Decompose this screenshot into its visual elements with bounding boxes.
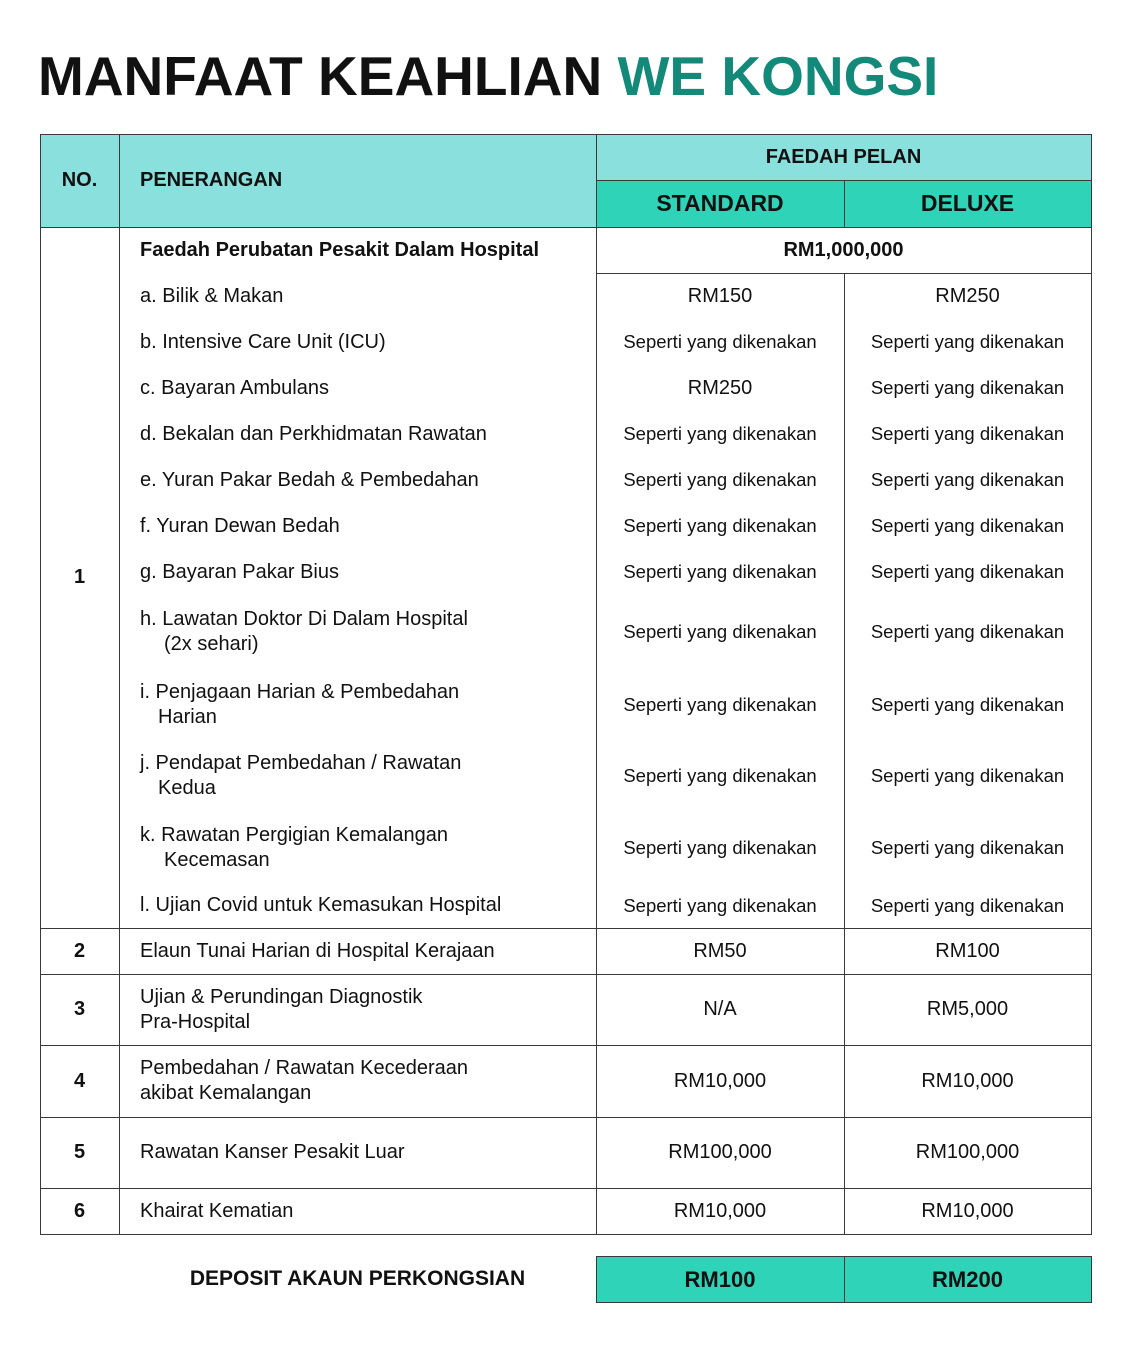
border-row xyxy=(40,974,1092,975)
item-description xyxy=(119,411,596,457)
item-deluxe-value: RM250 xyxy=(935,284,1000,307)
item-line1: j. Pendapat Pembedahan / Rawatan xyxy=(140,752,462,774)
item-standard-value: Seperti yang dikenakan xyxy=(623,423,817,444)
row-number: 1 xyxy=(73,566,86,588)
item-deluxe-value: Seperti yang dikenakan xyxy=(870,894,1065,916)
item-line1: h. Lawatan Doktor Di Dalam Hospital xyxy=(140,608,468,630)
item-deluxe-value: Seperti yang dikenakan xyxy=(870,693,1065,715)
item-standard-value: Seperti yang dikenakan xyxy=(623,894,817,916)
border-header-bottom xyxy=(40,227,1092,228)
item-standard-value: Seperti yang dikenakan xyxy=(623,693,817,715)
row-deluxe-value: RM5,000 xyxy=(926,998,1009,1020)
row-description xyxy=(119,974,596,1045)
row-description xyxy=(119,928,596,974)
row-standard-value: RM50 xyxy=(693,939,747,962)
item-deluxe-value: Seperti yang dikenakan xyxy=(870,423,1065,444)
item-line1: b. Intensive Care Unit (ICU) xyxy=(140,330,386,353)
item-deluxe-value: Seperti yang dikenakan xyxy=(870,377,1065,398)
item-standard-value: RM150 xyxy=(687,284,753,307)
item-line2: Kecemasan xyxy=(164,848,270,871)
item-standard-value: Seperti yang dikenakan xyxy=(623,621,817,642)
border-col-desc xyxy=(596,134,597,1235)
row-number: 5 xyxy=(73,1141,86,1163)
row-deluxe-value: RM100,000 xyxy=(915,1141,1020,1163)
row-line2: Pra-Hospital xyxy=(140,1010,251,1033)
border-col-std xyxy=(844,273,845,1235)
item-standard-value: Seperti yang dikenakan xyxy=(623,765,817,786)
border-row xyxy=(40,928,1092,929)
item-standard-value: Seperti yang dikenakan xyxy=(623,561,817,582)
title-main: MANFAAT KEAHLIAN xyxy=(38,45,603,107)
row-line1: Khairat Kematian xyxy=(140,1199,294,1222)
header-plan-deluxe: DELUXE xyxy=(920,190,1015,216)
page-title xyxy=(38,44,938,108)
border-row xyxy=(40,1188,1092,1189)
row-line1: Rawatan Kanser Pesakit Luar xyxy=(140,1141,405,1163)
item-deluxe-value: Seperti yang dikenakan xyxy=(870,469,1065,490)
item-description xyxy=(119,319,596,365)
item-line2: Harian xyxy=(158,705,217,728)
item-description xyxy=(119,595,596,669)
item-line2: (2x sehari) xyxy=(164,633,259,655)
row-description xyxy=(119,1045,596,1117)
item-description xyxy=(119,669,596,740)
deposit-label: DEPOSIT AKAUN PERKONGSIAN xyxy=(189,1267,526,1290)
item-description xyxy=(119,273,596,319)
border-right xyxy=(1091,134,1092,1235)
item-deluxe-value: Seperti yang dikenakan xyxy=(870,561,1065,582)
row-deluxe-value: RM10,000 xyxy=(921,1199,1014,1222)
item-description xyxy=(119,549,596,595)
row-number: 2 xyxy=(73,939,86,962)
item-description xyxy=(119,503,596,549)
item-description xyxy=(119,457,596,503)
item-deluxe-value: Seperti yang dikenakan xyxy=(870,621,1065,642)
item-standard-value: Seperti yang dikenakan xyxy=(623,515,817,536)
item-standard-value: Seperti yang dikenakan xyxy=(623,469,817,490)
row-number: 4 xyxy=(73,1069,86,1092)
item-description xyxy=(119,740,596,812)
border-row xyxy=(40,1117,1092,1118)
row-number: 6 xyxy=(73,1199,86,1222)
item-description xyxy=(119,883,596,928)
header-plan-standard: STANDARD xyxy=(656,190,784,216)
header-description: PENERANGAN xyxy=(140,169,283,191)
item-line2: Kedua xyxy=(158,777,216,799)
title-accent: WE KONGSI xyxy=(617,45,939,107)
deposit-standard: RM100 xyxy=(684,1266,756,1292)
item-line1: f. Yuran Dewan Bedah xyxy=(140,514,340,537)
row-line1: Elaun Tunai Harian di Hospital Kerajaan xyxy=(140,939,495,962)
border-top xyxy=(40,134,1092,135)
item-line1: g. Bayaran Pakar Bius xyxy=(140,560,339,583)
item-deluxe-value: Seperti yang dikenakan xyxy=(870,765,1065,786)
border-col-no xyxy=(119,134,120,1235)
row-number: 3 xyxy=(73,998,86,1020)
item-standard-value: RM250 xyxy=(687,376,753,399)
item-deluxe-value: Seperti yang dikenakan xyxy=(870,331,1065,352)
border-bottom xyxy=(40,1234,1092,1235)
header-plan-group: FAEDAH PELAN xyxy=(765,145,922,168)
item-line1: c. Bayaran Ambulans xyxy=(140,376,329,399)
item-line1: l. Ujian Covid untuk Kemasukan Hospital xyxy=(140,894,502,916)
item-line1: d. Bekalan dan Perkhidmatan Rawatan xyxy=(140,422,487,445)
item-line1: e. Yuran Pakar Bedah & Pembedahan xyxy=(140,468,479,491)
row-line1: Pembedahan / Rawatan Kecederaan xyxy=(140,1057,469,1079)
section-total: RM1,000,000 xyxy=(783,238,904,261)
item-line1: a. Bilik & Makan xyxy=(140,284,284,307)
item-line1: k. Rawatan Pergigian Kemalangan xyxy=(140,823,448,846)
item-deluxe-value: Seperti yang dikenakan xyxy=(870,836,1065,858)
deposit-deluxe: RM200 xyxy=(932,1266,1003,1292)
row-deluxe-value: RM10,000 xyxy=(921,1069,1014,1092)
header-no: NO. xyxy=(61,169,98,191)
section-title: Faedah Perubatan Pesakit Dalam Hospital xyxy=(140,238,540,261)
row-standard-value: RM100,000 xyxy=(668,1141,772,1163)
row-description xyxy=(119,1117,596,1188)
row-standard-value: RM10,000 xyxy=(673,1069,767,1092)
item-standard-value: Seperti yang dikenakan xyxy=(623,331,817,352)
item-deluxe-value: Seperti yang dikenakan xyxy=(870,515,1065,536)
border-left xyxy=(40,134,41,1235)
row-deluxe-value: RM100 xyxy=(935,939,1000,962)
row-standard-value: RM10,000 xyxy=(673,1199,767,1222)
item-standard-value: Seperti yang dikenakan xyxy=(623,836,817,858)
item-description xyxy=(119,365,596,411)
row-line2: akibat Kemalangan xyxy=(140,1082,312,1104)
border-row xyxy=(40,1045,1092,1046)
border-col-std-top xyxy=(844,180,845,227)
row-description xyxy=(119,1188,596,1234)
item-line1: i. Penjagaan Harian & Pembedahan xyxy=(140,680,460,703)
row-standard-value: N/A xyxy=(703,998,737,1020)
row-line1: Ujian & Perundingan Diagnostik xyxy=(140,985,423,1008)
item-description xyxy=(119,812,596,883)
